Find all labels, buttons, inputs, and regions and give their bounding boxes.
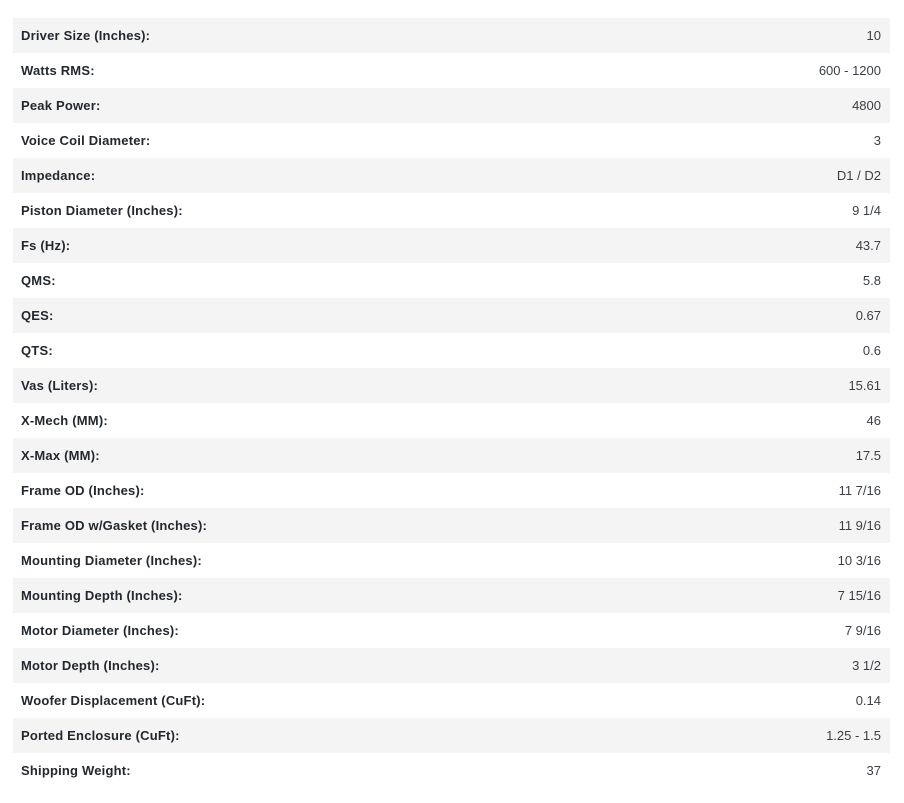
spec-row: [13, 263, 890, 298]
spec-value: 7 15/16: [837, 588, 881, 603]
spec-row: [13, 123, 890, 158]
spec-row: [13, 18, 890, 53]
spec-value: 4800: [852, 98, 881, 113]
spec-value: 0.6: [862, 343, 881, 358]
spec-value: 11 9/16: [838, 518, 881, 533]
spec-row: [13, 53, 890, 88]
spec-value: 600 - 1200: [818, 63, 881, 78]
spec-label: Peak Power:: [21, 98, 101, 113]
spec-value: 10 3/16: [837, 553, 881, 568]
spec-label: Motor Depth (Inches):: [21, 658, 160, 673]
spec-row: [13, 683, 890, 718]
spec-label: Shipping Weight:: [21, 763, 131, 778]
spec-row: [13, 578, 890, 613]
spec-label: Frame OD (Inches):: [21, 483, 145, 498]
spec-row: [13, 403, 890, 438]
spec-label: Driver Size (Inches):: [21, 28, 151, 43]
spec-label: Woofer Displacement (CuFt):: [21, 693, 206, 708]
spec-value: 1.25 - 1.5: [826, 728, 881, 743]
spec-label: Mounting Depth (Inches):: [21, 588, 183, 603]
spec-value: 5.8: [862, 273, 881, 288]
spec-value: 7 9/16: [844, 623, 881, 638]
spec-row: [13, 88, 890, 123]
spec-row: [13, 158, 890, 193]
spec-label: Motor Diameter (Inches):: [21, 623, 179, 638]
spec-label: Vas (Liters):: [21, 378, 99, 393]
spec-label: Ported Enclosure (CuFt):: [21, 728, 180, 743]
spec-value: 0.67: [855, 308, 881, 323]
spec-row: [13, 438, 890, 473]
spec-row: [13, 613, 890, 648]
spec-label: X-Max (MM):: [21, 448, 100, 463]
spec-row: [13, 368, 890, 403]
spec-label: Voice Coil Diameter:: [21, 133, 151, 148]
spec-value: 10: [866, 28, 881, 43]
spec-row: [13, 228, 890, 263]
spec-label: Fs (Hz):: [21, 238, 71, 253]
spec-value: 46: [866, 413, 881, 428]
spec-value: 3 1/2: [852, 658, 881, 673]
spec-value: 17.5: [855, 448, 881, 463]
spec-value: 15.61: [848, 378, 881, 393]
spec-row: [13, 333, 890, 368]
spec-row: [13, 718, 890, 753]
spec-label: QTS:: [21, 343, 53, 358]
spec-label: QES:: [21, 308, 54, 323]
spec-label: X-Mech (MM):: [21, 413, 108, 428]
spec-label: Mounting Diameter (Inches):: [21, 553, 202, 568]
spec-row: [13, 648, 890, 683]
spec-value: 37: [866, 763, 881, 778]
spec-row: [13, 193, 890, 228]
spec-value: 3: [873, 133, 881, 148]
spec-label: Piston Diameter (Inches):: [21, 203, 183, 218]
spec-row: [13, 473, 890, 508]
spec-label: Impedance:: [21, 168, 96, 183]
spec-label: Frame OD w/Gasket (Inches):: [21, 518, 208, 533]
spec-label: QMS:: [21, 273, 56, 288]
spec-value: D1 / D2: [836, 168, 881, 183]
spec-value: 0.14: [855, 693, 881, 708]
spec-row: [13, 543, 890, 578]
spec-value: 9 1/4: [852, 203, 881, 218]
spec-row: [13, 508, 890, 543]
spec-value: 11 7/16: [838, 483, 881, 498]
spec-value: 43.7: [855, 238, 881, 253]
spec-row: [13, 753, 890, 788]
spec-row: [13, 298, 890, 333]
spec-label: Watts RMS:: [21, 63, 95, 78]
